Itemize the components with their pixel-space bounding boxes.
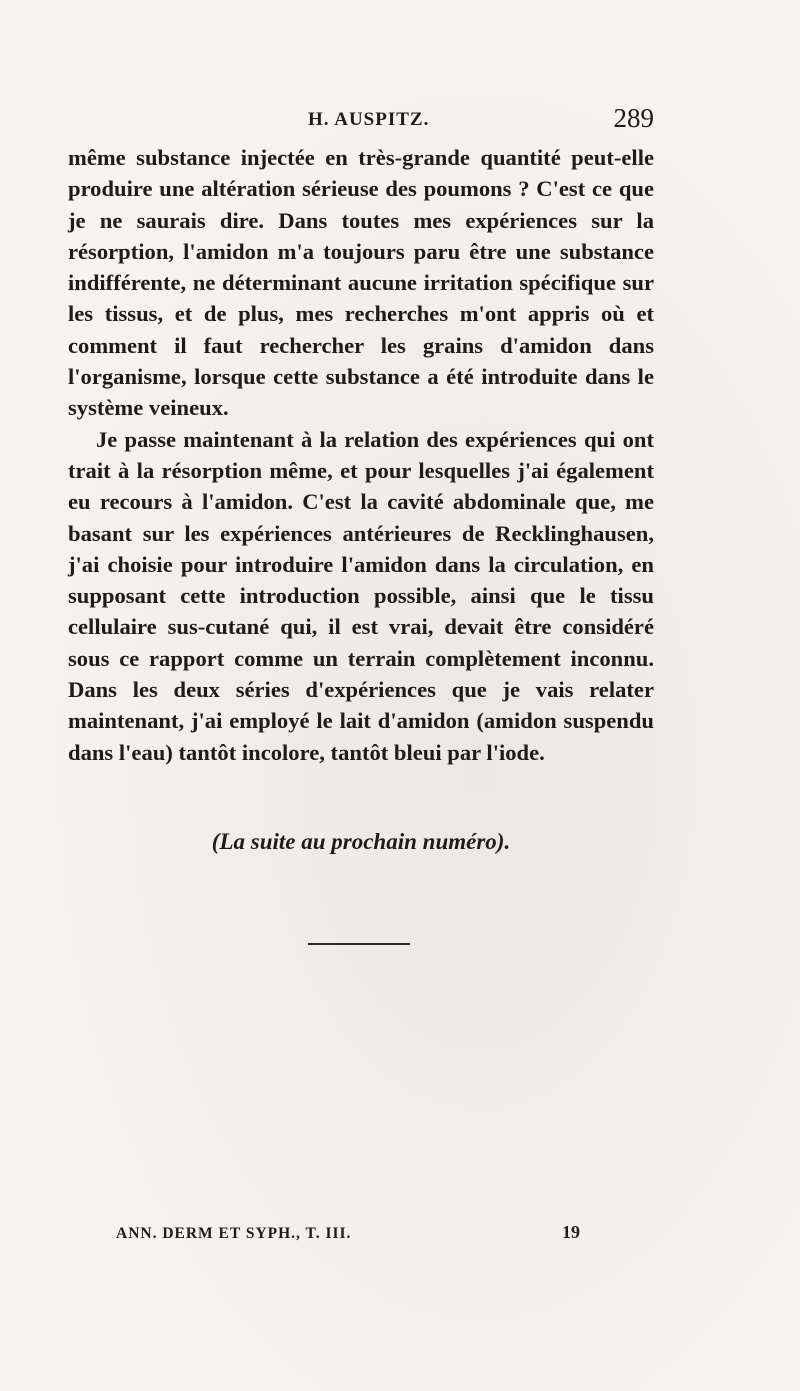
paragraph-1: même substance injectée en très-grande quantité peut-elle produire une altération sérieuse des poumons ? C'est ce que je ne saurais dire. Dans toutes mes expériences sur la résorption, l'amidon m'a toujours paru être une substance indifférente, ne déterminant aucune irritation spécifique sur les tissus, et de plus, mes recherches m'ont appris où et comment il faut rechercher les grains d'amidon dans l'organisme, lorsque cette substance a été introduite dans le système veineux.	[68, 145, 654, 421]
article-body	[68, 142, 654, 768]
section-divider	[308, 943, 410, 945]
continued-notice: (La suite au prochain numéro).	[211, 829, 511, 854]
running-head: H. AUSPITZ.	[308, 109, 430, 130]
page-header	[68, 103, 654, 137]
journal-signature: ANN. DERM ET SYPH., T. III.	[116, 1225, 352, 1242]
page-footer	[116, 1222, 596, 1248]
paragraph-2: Je passe maintenant à la relation des expériences qui ont trait à la résorption même, et pour lesquelles j'ai également eu recours à l'amidon. C'est la cavité abdominale que, me basant sur les expériences antérieures de Recklinghausen, j'ai choisie pour introduire l'amidon dans la circulation, en supposant cette introduction possible, ainsi que le tissu cellulaire sus-cutané qui, il est vrai, devait être considéré sous ce rapport comme un terrain complètement inconnu. Dans les deux séries d'expériences que je vais relater maintenant, j'ai employé le lait d'amidon (amidon suspendu dans l'eau) tantôt incolore, tantôt bleui par l'iode.	[68, 426, 654, 765]
page-number: 289	[613, 103, 654, 133]
signature-number: 19	[562, 1222, 580, 1242]
